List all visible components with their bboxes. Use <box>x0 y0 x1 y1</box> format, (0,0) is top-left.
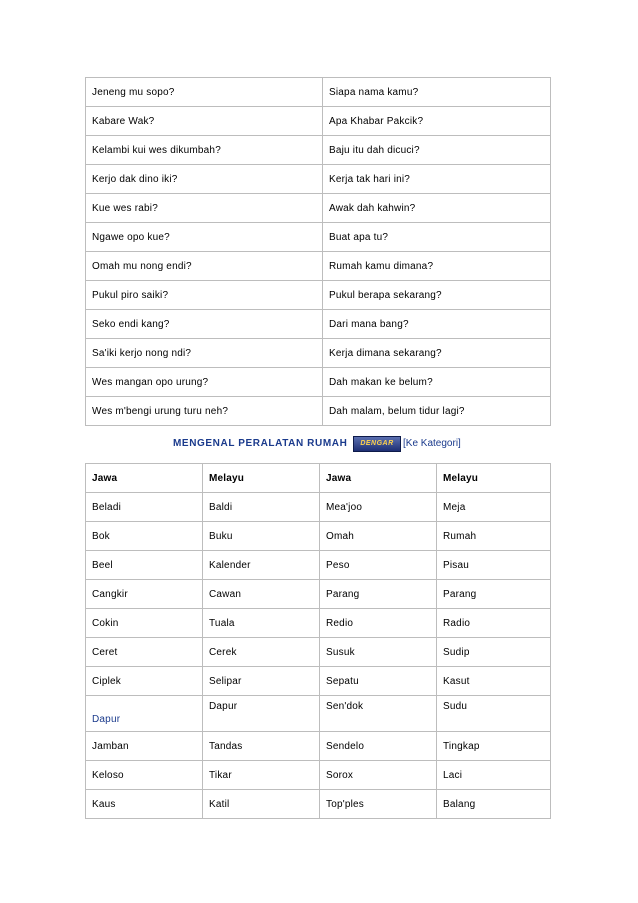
vocab-cell: Mea'joo <box>320 493 437 522</box>
vocab-cell: Parang <box>320 580 437 609</box>
section-title: MENGENAL PERALATAN RUMAH <box>173 438 348 449</box>
table-row <box>86 522 551 551</box>
jawa-phrase: Pukul piro saiki? <box>86 281 323 310</box>
vocab-cell: Kalender <box>203 551 320 580</box>
vocab-cell: Radio <box>437 609 551 638</box>
header-melayu: Melayu <box>437 464 551 493</box>
bracket-close: ] <box>458 438 461 449</box>
melayu-phrase: Awak dah kahwin? <box>323 194 551 223</box>
category-nav <box>403 438 461 449</box>
vocab-cell: Tuala <box>203 609 320 638</box>
vocab-cell: Rumah <box>437 522 551 551</box>
table-header-row <box>86 464 551 493</box>
vocab-cell: Keloso <box>86 761 203 790</box>
vocab-cell: Tandas <box>203 732 320 761</box>
table-row <box>86 609 551 638</box>
jawa-phrase: Sa'iki kerjo nong ndi? <box>86 339 323 368</box>
vocab-cell: Cangkir <box>86 580 203 609</box>
melayu-phrase: Dari mana bang? <box>323 310 551 339</box>
table-row <box>86 580 551 609</box>
vocab-cell: Redio <box>320 609 437 638</box>
vocab-cell: Sorox <box>320 761 437 790</box>
jawa-phrase: Jeneng mu sopo? <box>86 78 323 107</box>
jawa-phrase: Kelambi kui wes dikumbah? <box>86 136 323 165</box>
table-row <box>86 165 551 194</box>
table-row <box>86 493 551 522</box>
melayu-phrase: Apa Khabar Pakcik? <box>323 107 551 136</box>
vocab-cell: Beladi <box>86 493 203 522</box>
jawa-phrase: Wes mangan opo urung? <box>86 368 323 397</box>
melayu-phrase: Buat apa tu? <box>323 223 551 252</box>
melayu-phrase: Dah makan ke belum? <box>323 368 551 397</box>
vocab-cell: Beel <box>86 551 203 580</box>
phrases-table <box>85 77 551 426</box>
jawa-phrase: Kerjo dak dino iki? <box>86 165 323 194</box>
table-row <box>86 696 551 732</box>
header-jawa: Jawa <box>320 464 437 493</box>
table-row <box>86 732 551 761</box>
table-row <box>86 281 551 310</box>
table-row <box>86 638 551 667</box>
melayu-phrase: Kerja tak hari ini? <box>323 165 551 194</box>
vocab-cell: Balang <box>437 790 551 819</box>
vocab-cell: Top'ples <box>320 790 437 819</box>
dengar-button[interactable]: DENGAR <box>353 436 401 452</box>
vocab-cell: Buku <box>203 522 320 551</box>
table-row <box>86 107 551 136</box>
vocab-cell: Tingkap <box>437 732 551 761</box>
vocab-cell: Meja <box>437 493 551 522</box>
jawa-phrase: Kue wes rabi? <box>86 194 323 223</box>
table-row <box>86 310 551 339</box>
vocab-link-cell[interactable]: Dapur <box>86 696 203 732</box>
vocab-cell: Cawan <box>203 580 320 609</box>
melayu-phrase: Dah malam, belum tidur lagi? <box>323 397 551 426</box>
vocab-cell: Kasut <box>437 667 551 696</box>
vocab-cell: Kaus <box>86 790 203 819</box>
vocab-cell: Ceret <box>86 638 203 667</box>
category-link[interactable]: Ke Kategori <box>405 438 459 449</box>
vocab-cell: Sudu <box>437 696 551 732</box>
table-row <box>86 194 551 223</box>
vocab-cell: Parang <box>437 580 551 609</box>
vocab-cell: Laci <box>437 761 551 790</box>
melayu-phrase: Rumah kamu dimana? <box>323 252 551 281</box>
table-row <box>86 790 551 819</box>
melayu-phrase: Siapa nama kamu? <box>323 78 551 107</box>
table-row <box>86 761 551 790</box>
table-row <box>86 136 551 165</box>
table-row <box>86 397 551 426</box>
vocab-cell: Dapur <box>203 696 320 732</box>
jawa-phrase: Omah mu nong endi? <box>86 252 323 281</box>
vocab-cell: Peso <box>320 551 437 580</box>
bracket-open: [ <box>403 438 406 449</box>
vocab-cell: Omah <box>320 522 437 551</box>
jawa-phrase: Seko endi kang? <box>86 310 323 339</box>
jawa-phrase: Wes m'bengi urung turu neh? <box>86 397 323 426</box>
vocab-cell: Selipar <box>203 667 320 696</box>
melayu-phrase: Kerja dimana sekarang? <box>323 339 551 368</box>
jawa-phrase: Ngawe opo kue? <box>86 223 323 252</box>
vocab-cell: Cokin <box>86 609 203 638</box>
vocab-cell: Tikar <box>203 761 320 790</box>
vocab-cell: Sudip <box>437 638 551 667</box>
vocab-cell: Sepatu <box>320 667 437 696</box>
vocab-cell: Sendelo <box>320 732 437 761</box>
jawa-phrase: Kabare Wak? <box>86 107 323 136</box>
table-row <box>86 252 551 281</box>
table-row <box>86 368 551 397</box>
vocab-cell: Sen'dok <box>320 696 437 732</box>
vocab-cell: Bok <box>86 522 203 551</box>
vocab-cell: Baldi <box>203 493 320 522</box>
vocab-cell: Katil <box>203 790 320 819</box>
table-row <box>86 78 551 107</box>
section-heading <box>85 436 551 458</box>
vocab-cell: Ciplek <box>86 667 203 696</box>
vocab-cell: Jamban <box>86 732 203 761</box>
table-row <box>86 339 551 368</box>
vocab-cell: Pisau <box>437 551 551 580</box>
table-row <box>86 223 551 252</box>
vocab-cell: Cerek <box>203 638 320 667</box>
vocab-table <box>85 463 551 819</box>
melayu-phrase: Pukul berapa sekarang? <box>323 281 551 310</box>
table-row <box>86 551 551 580</box>
melayu-phrase: Baju itu dah dicuci? <box>323 136 551 165</box>
table-row <box>86 667 551 696</box>
header-melayu: Melayu <box>203 464 320 493</box>
header-jawa: Jawa <box>86 464 203 493</box>
vocab-cell: Susuk <box>320 638 437 667</box>
